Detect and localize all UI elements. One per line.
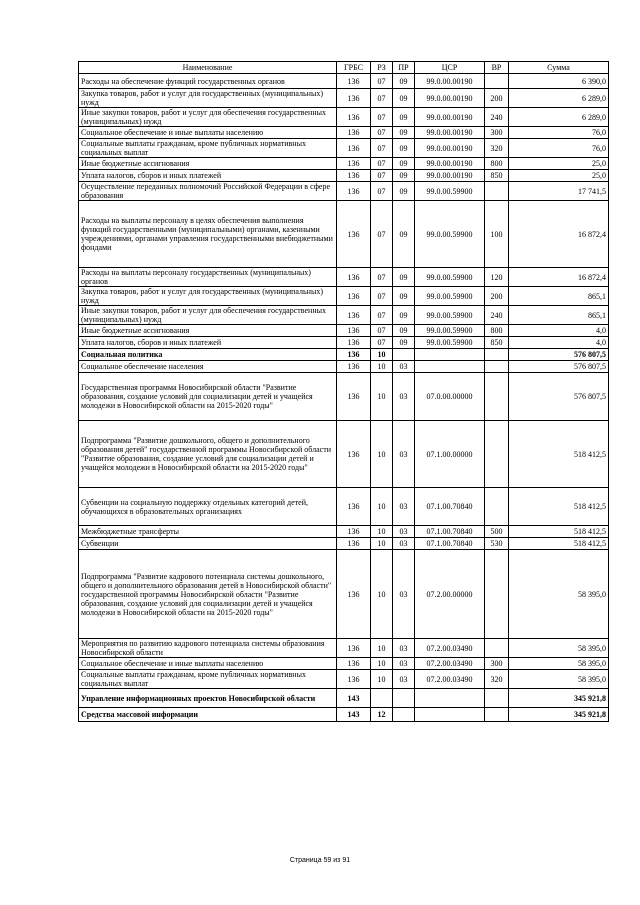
cell-name: Социальное обеспечение и иные выплаты населению bbox=[79, 658, 337, 670]
cell-sum: 345 921,8 bbox=[509, 708, 609, 722]
cell-name: Расходы на выплаты персоналу в целях обеспечения выполнения функций государственными (муниципальными) органами, казенными учреждениями, органами управления государственными внебюджетными фондами bbox=[79, 201, 337, 268]
table-row bbox=[79, 139, 609, 158]
cell-pr: 03 bbox=[393, 526, 415, 538]
cell-csr: 07.1.00.70840 bbox=[415, 488, 485, 526]
header-grbs: ГРБС bbox=[337, 62, 371, 74]
cell-sum: 518 412,5 bbox=[509, 488, 609, 526]
cell-sum: 576 807,5 bbox=[509, 349, 609, 361]
cell-name: Социальное обеспечение и иные выплаты населению bbox=[79, 127, 337, 139]
cell-rz: 10 bbox=[371, 349, 393, 361]
cell-name: Социальные выплаты гражданам, кроме публичных нормативных социальных выплат bbox=[79, 670, 337, 689]
cell-pr: 09 bbox=[393, 201, 415, 268]
cell-name: Социальное обеспечение населения bbox=[79, 361, 337, 373]
cell-csr: 99.0.00.00190 bbox=[415, 108, 485, 127]
cell-csr: 07.2.00.03490 bbox=[415, 670, 485, 689]
cell-pr: 09 bbox=[393, 306, 415, 325]
cell-sum: 6 289,0 bbox=[509, 89, 609, 108]
cell-rz: 10 bbox=[371, 526, 393, 538]
cell-rz: 07 bbox=[371, 127, 393, 139]
cell-vr: 240 bbox=[485, 108, 509, 127]
cell-csr: 99.0.00.59900 bbox=[415, 306, 485, 325]
cell-rz bbox=[371, 689, 393, 708]
cell-rz: 07 bbox=[371, 74, 393, 89]
table-row bbox=[79, 74, 609, 89]
cell-vr bbox=[485, 639, 509, 658]
cell-grbs: 136 bbox=[337, 108, 371, 127]
cell-rz: 10 bbox=[371, 658, 393, 670]
cell-vr bbox=[485, 373, 509, 421]
cell-pr: 03 bbox=[393, 550, 415, 639]
cell-pr: 03 bbox=[393, 488, 415, 526]
cell-name: Иные бюджетные ассигнования bbox=[79, 325, 337, 337]
cell-name: Осуществление переданных полномочий Российской Федерации в сфере образования bbox=[79, 182, 337, 201]
cell-rz: 10 bbox=[371, 550, 393, 639]
cell-grbs: 136 bbox=[337, 201, 371, 268]
cell-sum: 4,0 bbox=[509, 325, 609, 337]
cell-vr: 100 bbox=[485, 201, 509, 268]
cell-pr: 09 bbox=[393, 74, 415, 89]
cell-csr: 07.1.00.70840 bbox=[415, 526, 485, 538]
cell-vr: 320 bbox=[485, 139, 509, 158]
table-row bbox=[79, 670, 609, 689]
cell-grbs: 136 bbox=[337, 158, 371, 170]
cell-rz: 10 bbox=[371, 373, 393, 421]
cell-grbs: 143 bbox=[337, 689, 371, 708]
cell-csr bbox=[415, 361, 485, 373]
cell-sum: 58 395,0 bbox=[509, 658, 609, 670]
cell-grbs: 136 bbox=[337, 670, 371, 689]
cell-grbs: 136 bbox=[337, 373, 371, 421]
table-row bbox=[79, 488, 609, 526]
cell-name: Субвенции bbox=[79, 538, 337, 550]
cell-pr: 09 bbox=[393, 139, 415, 158]
cell-rz: 07 bbox=[371, 325, 393, 337]
cell-pr: 09 bbox=[393, 287, 415, 306]
cell-sum: 76,0 bbox=[509, 139, 609, 158]
cell-pr: 09 bbox=[393, 268, 415, 287]
table-row bbox=[79, 361, 609, 373]
cell-sum: 16 872,4 bbox=[509, 201, 609, 268]
table-row bbox=[79, 550, 609, 639]
cell-vr: 800 bbox=[485, 158, 509, 170]
cell-name: Управление информационных проектов Новосибирской области bbox=[79, 689, 337, 708]
cell-csr bbox=[415, 689, 485, 708]
cell-name: Средства массовой информации bbox=[79, 708, 337, 722]
cell-csr: 07.2.00.03490 bbox=[415, 639, 485, 658]
cell-name: Межбюджетные трансферты bbox=[79, 526, 337, 538]
cell-sum: 865,1 bbox=[509, 306, 609, 325]
cell-csr bbox=[415, 349, 485, 361]
cell-name: Подпрограмма "Развитие кадрового потенциала системы дошкольного, общего и дополнительного образования детей в Новосибирской области" государственной программы Новосибирской области "Развитие образования, создание условий для социализации детей и учащейся молодежи в Новосибирской области на 2015-2020 годы" bbox=[79, 550, 337, 639]
table-row bbox=[79, 337, 609, 349]
cell-pr: 09 bbox=[393, 158, 415, 170]
table-row bbox=[79, 639, 609, 658]
cell-csr: 99.0.00.59900 bbox=[415, 325, 485, 337]
table-row bbox=[79, 526, 609, 538]
cell-pr bbox=[393, 349, 415, 361]
cell-name: Социальные выплаты гражданам, кроме публичных нормативных социальных выплат bbox=[79, 139, 337, 158]
cell-rz: 07 bbox=[371, 139, 393, 158]
cell-grbs: 136 bbox=[337, 170, 371, 182]
cell-pr: 09 bbox=[393, 89, 415, 108]
cell-vr: 300 bbox=[485, 658, 509, 670]
cell-csr: 99.0.00.59900 bbox=[415, 268, 485, 287]
cell-pr: 03 bbox=[393, 639, 415, 658]
cell-csr: 99.0.00.59900 bbox=[415, 337, 485, 349]
cell-sum: 518 412,5 bbox=[509, 526, 609, 538]
cell-name: Расходы на обеспечение функций государственных органов bbox=[79, 74, 337, 89]
table-row bbox=[79, 108, 609, 127]
cell-name: Иные закупки товаров, работ и услуг для обеспечения государственных (муниципальных) нужд bbox=[79, 108, 337, 127]
cell-vr: 320 bbox=[485, 670, 509, 689]
cell-name: Уплата налогов, сборов и иных платежей bbox=[79, 170, 337, 182]
table-row bbox=[79, 538, 609, 550]
cell-csr: 99.0.00.00190 bbox=[415, 139, 485, 158]
cell-pr: 03 bbox=[393, 361, 415, 373]
cell-vr bbox=[485, 421, 509, 488]
cell-rz: 12 bbox=[371, 708, 393, 722]
cell-rz: 10 bbox=[371, 639, 393, 658]
cell-grbs: 136 bbox=[337, 488, 371, 526]
cell-name: Мероприятия по развитию кадрового потенциала системы образования Новосибирской области bbox=[79, 639, 337, 658]
cell-rz: 10 bbox=[371, 361, 393, 373]
table-row bbox=[79, 708, 609, 722]
cell-vr: 500 bbox=[485, 526, 509, 538]
table-row bbox=[79, 325, 609, 337]
cell-sum: 25,0 bbox=[509, 170, 609, 182]
table-header-row bbox=[79, 62, 609, 74]
cell-rz: 10 bbox=[371, 421, 393, 488]
cell-sum: 58 395,0 bbox=[509, 670, 609, 689]
header-pr: ПР bbox=[393, 62, 415, 74]
cell-name: Социальная политика bbox=[79, 349, 337, 361]
table-row bbox=[79, 658, 609, 670]
cell-rz: 07 bbox=[371, 306, 393, 325]
table-row bbox=[79, 306, 609, 325]
cell-sum: 345 921,8 bbox=[509, 689, 609, 708]
cell-csr: 99.0.00.59900 bbox=[415, 287, 485, 306]
cell-name: Иные бюджетные ассигнования bbox=[79, 158, 337, 170]
cell-vr: 200 bbox=[485, 287, 509, 306]
cell-pr: 03 bbox=[393, 670, 415, 689]
cell-grbs: 136 bbox=[337, 658, 371, 670]
cell-pr: 09 bbox=[393, 337, 415, 349]
cell-pr: 03 bbox=[393, 373, 415, 421]
table-body bbox=[79, 74, 609, 722]
cell-vr bbox=[485, 708, 509, 722]
table-row bbox=[79, 158, 609, 170]
header-sum: Сумма bbox=[509, 62, 609, 74]
cell-vr: 530 bbox=[485, 538, 509, 550]
cell-vr bbox=[485, 349, 509, 361]
cell-vr bbox=[485, 488, 509, 526]
cell-csr: 99.0.00.00190 bbox=[415, 89, 485, 108]
cell-grbs: 136 bbox=[337, 526, 371, 538]
cell-name: Иные закупки товаров, работ и услуг для обеспечения государственных (муниципальных) нужд bbox=[79, 306, 337, 325]
cell-sum: 6 390,0 bbox=[509, 74, 609, 89]
cell-grbs: 136 bbox=[337, 74, 371, 89]
cell-grbs: 143 bbox=[337, 708, 371, 722]
table-row bbox=[79, 268, 609, 287]
cell-name: Уплата налогов, сборов и иных платежей bbox=[79, 337, 337, 349]
cell-sum: 76,0 bbox=[509, 127, 609, 139]
cell-rz: 07 bbox=[371, 268, 393, 287]
cell-name: Подпрограмма "Развитие дошкольного, общего и дополнительного образования детей" государственной программы Новосибирской области "Развитие образования, создание условий для социализации детей и учащейся молодежи в Новосибирской области на 2015-2020 годы" bbox=[79, 421, 337, 488]
cell-sum: 576 807,5 bbox=[509, 373, 609, 421]
cell-pr: 09 bbox=[393, 182, 415, 201]
table-row bbox=[79, 373, 609, 421]
cell-sum: 518 412,5 bbox=[509, 538, 609, 550]
cell-vr bbox=[485, 182, 509, 201]
header-name: Наименование bbox=[79, 62, 337, 74]
cell-pr bbox=[393, 689, 415, 708]
cell-grbs: 136 bbox=[337, 538, 371, 550]
cell-csr: 07.1.00.00000 bbox=[415, 421, 485, 488]
cell-sum: 576 807,5 bbox=[509, 361, 609, 373]
cell-sum: 518 412,5 bbox=[509, 421, 609, 488]
cell-csr: 99.0.00.00190 bbox=[415, 170, 485, 182]
cell-pr: 09 bbox=[393, 108, 415, 127]
cell-name: Закупка товаров, работ и услуг для государственных (муниципальных) нужд bbox=[79, 89, 337, 108]
cell-grbs: 136 bbox=[337, 268, 371, 287]
cell-vr bbox=[485, 550, 509, 639]
cell-sum: 25,0 bbox=[509, 158, 609, 170]
cell-vr: 240 bbox=[485, 306, 509, 325]
cell-pr: 03 bbox=[393, 538, 415, 550]
cell-rz: 10 bbox=[371, 670, 393, 689]
table-row bbox=[79, 170, 609, 182]
cell-grbs: 136 bbox=[337, 306, 371, 325]
cell-grbs: 136 bbox=[337, 349, 371, 361]
cell-pr: 09 bbox=[393, 127, 415, 139]
cell-csr: 07.2.00.00000 bbox=[415, 550, 485, 639]
table-row bbox=[79, 182, 609, 201]
cell-grbs: 136 bbox=[337, 639, 371, 658]
cell-rz: 07 bbox=[371, 108, 393, 127]
table-row bbox=[79, 349, 609, 361]
cell-rz: 10 bbox=[371, 538, 393, 550]
cell-vr: 850 bbox=[485, 170, 509, 182]
cell-grbs: 136 bbox=[337, 361, 371, 373]
header-vr: ВР bbox=[485, 62, 509, 74]
cell-sum: 4,0 bbox=[509, 337, 609, 349]
cell-vr bbox=[485, 74, 509, 89]
cell-pr: 03 bbox=[393, 658, 415, 670]
cell-sum: 58 395,0 bbox=[509, 639, 609, 658]
cell-csr: 07.2.00.03490 bbox=[415, 658, 485, 670]
cell-name: Субвенции на социальную поддержку отдельных категорий детей, обучающихся в образовательных организациях bbox=[79, 488, 337, 526]
cell-grbs: 136 bbox=[337, 182, 371, 201]
cell-name: Государственная программа Новосибирской области "Развитие образования, создание условий для социализации детей и учащейся молодежи в Новосибирской области на 2015-2020 годы" bbox=[79, 373, 337, 421]
cell-rz: 07 bbox=[371, 337, 393, 349]
cell-vr bbox=[485, 689, 509, 708]
cell-csr: 99.0.00.59900 bbox=[415, 201, 485, 268]
cell-csr: 99.0.00.00190 bbox=[415, 158, 485, 170]
cell-csr: 99.0.00.00190 bbox=[415, 74, 485, 89]
cell-name: Закупка товаров, работ и услуг для государственных (муниципальных) нужд bbox=[79, 287, 337, 306]
cell-rz: 07 bbox=[371, 158, 393, 170]
cell-grbs: 136 bbox=[337, 325, 371, 337]
table-row bbox=[79, 689, 609, 708]
cell-rz: 07 bbox=[371, 182, 393, 201]
cell-name: Расходы на выплаты персоналу государственных (муниципальных) органов bbox=[79, 268, 337, 287]
cell-vr: 800 bbox=[485, 325, 509, 337]
cell-csr: 99.0.00.59900 bbox=[415, 182, 485, 201]
cell-grbs: 136 bbox=[337, 89, 371, 108]
cell-pr bbox=[393, 708, 415, 722]
cell-sum: 865,1 bbox=[509, 287, 609, 306]
cell-csr: 99.0.00.00190 bbox=[415, 127, 485, 139]
cell-rz: 10 bbox=[371, 488, 393, 526]
cell-csr: 07.0.00.00000 bbox=[415, 373, 485, 421]
table-row bbox=[79, 89, 609, 108]
cell-pr: 09 bbox=[393, 325, 415, 337]
page-footer: Страница 59 из 91 bbox=[289, 857, 351, 864]
cell-grbs: 136 bbox=[337, 421, 371, 488]
header-rz: РЗ bbox=[371, 62, 393, 74]
table-row bbox=[79, 127, 609, 139]
cell-grbs: 136 bbox=[337, 287, 371, 306]
budget-table bbox=[78, 61, 609, 722]
header-csr: ЦСР bbox=[415, 62, 485, 74]
cell-grbs: 136 bbox=[337, 139, 371, 158]
cell-vr: 300 bbox=[485, 127, 509, 139]
cell-sum: 17 741,5 bbox=[509, 182, 609, 201]
cell-grbs: 136 bbox=[337, 337, 371, 349]
cell-rz: 07 bbox=[371, 287, 393, 306]
cell-vr: 850 bbox=[485, 337, 509, 349]
cell-rz: 07 bbox=[371, 89, 393, 108]
table-row bbox=[79, 201, 609, 268]
cell-rz: 07 bbox=[371, 201, 393, 268]
table-row bbox=[79, 421, 609, 488]
cell-csr: 07.1.00.70840 bbox=[415, 538, 485, 550]
cell-sum: 16 872,4 bbox=[509, 268, 609, 287]
cell-csr bbox=[415, 708, 485, 722]
cell-vr bbox=[485, 361, 509, 373]
cell-grbs: 136 bbox=[337, 550, 371, 639]
cell-vr: 200 bbox=[485, 89, 509, 108]
cell-pr: 03 bbox=[393, 421, 415, 488]
cell-pr: 09 bbox=[393, 170, 415, 182]
cell-sum: 6 289,0 bbox=[509, 108, 609, 127]
cell-rz: 07 bbox=[371, 170, 393, 182]
table-row bbox=[79, 287, 609, 306]
cell-sum: 58 395,0 bbox=[509, 550, 609, 639]
cell-grbs: 136 bbox=[337, 127, 371, 139]
cell-vr: 120 bbox=[485, 268, 509, 287]
